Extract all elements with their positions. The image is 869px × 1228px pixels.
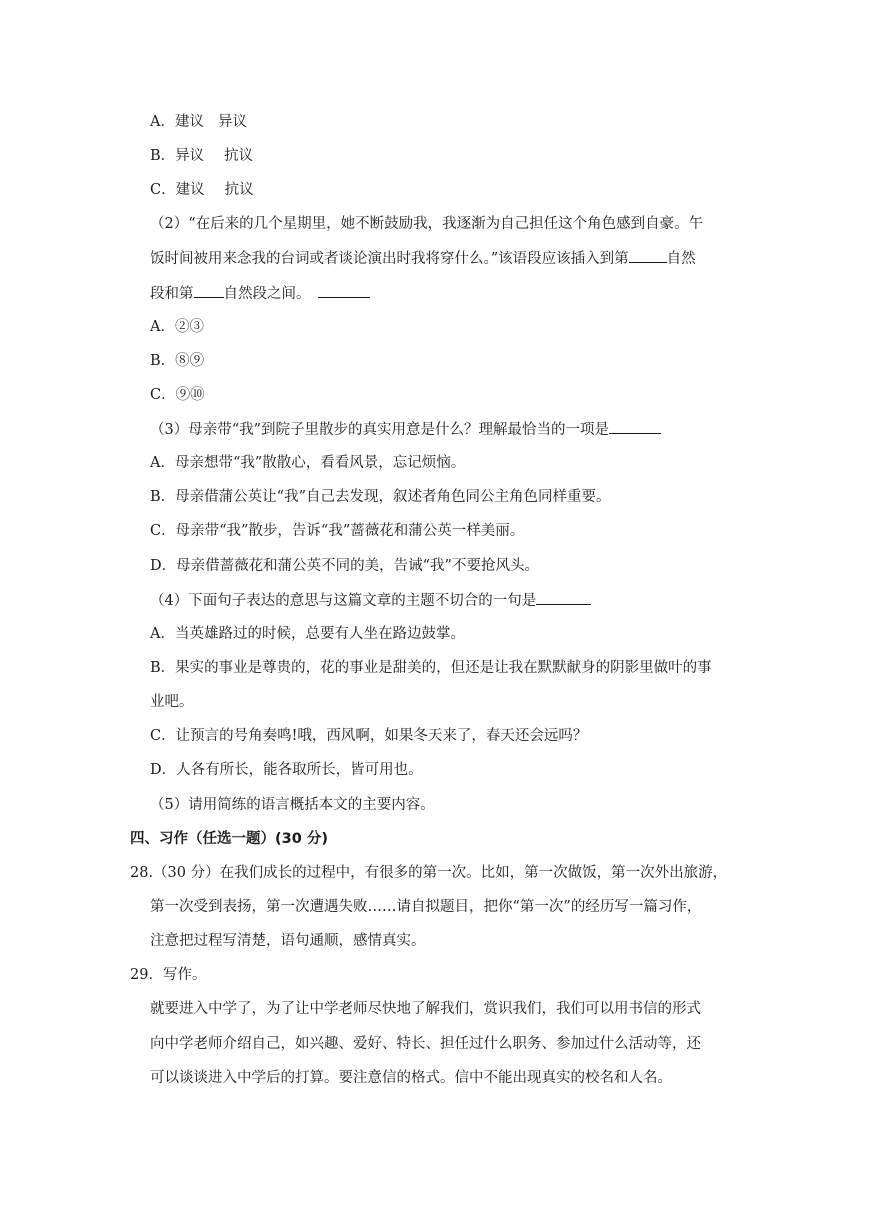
q1-option-a	[150, 111, 247, 133]
q4-option-a: A．当英雄路过的时候，总要有人坐在路边鼓掌。	[150, 626, 465, 642]
q1-option-b-label: B．异议	[150, 148, 205, 164]
q3-option-a: A．母亲想带“我”散散心，看看风景，忘记烦恼。	[150, 455, 466, 471]
q3-answer-blank[interactable]	[609, 418, 661, 434]
q1-option-c	[150, 179, 254, 201]
q4-option-d: D．人各有所长，能各取所长，皆可用也。	[150, 762, 423, 778]
q2-option-c: C．⑨⑩	[150, 387, 205, 403]
q4-answer-blank[interactable]	[536, 589, 591, 605]
q4-option-c: C．让预言的号角奏鸣!哦，西风啊，如果冬天来了，春天还会远吗？	[150, 728, 588, 744]
q1-option-c-text: 抗议	[224, 182, 254, 198]
q3-option-c: C．母亲带“我”散步，告诉“我”蔷薇花和蒲公英一样美丽。	[150, 523, 525, 539]
q28-line2: 第一次受到表扬，第一次遭遇失败……请自拟题目，把你“第一次”的经历写一篇习作，	[150, 899, 702, 915]
q2-stem-line3-tail: 自然段之间。	[223, 286, 311, 302]
q3-stem-text: （3）母亲带“我”到院子里散步的真实用意是什么？理解最恰当的一项是	[150, 422, 610, 438]
q4-stem-text: （4）下面句子表达的意思与这篇文章的主题不切合的一句是	[150, 593, 537, 609]
q29-line2: 向中学老师介绍自己，如兴趣、爱好、特长、担任过什么职务、参加过什么活动等，还	[150, 1036, 701, 1052]
section-4-heading: 四、习作（任选一题）(30 分)	[130, 831, 328, 847]
q4-option-b-line1: B．果实的事业是尊贵的，花的事业是甜美的，但还是让我在默默献身的阴影里做叶的事	[150, 660, 712, 676]
q1-option-b	[150, 145, 253, 167]
q29-line1: 就要进入中学了，为了让中学老师尽快地了解我们，赏识我们，我们可以用书信的形式	[150, 1001, 701, 1017]
q28-line1: 28.（30 分）在我们成长的过程中，有很多的第一次。比如，第一次做饭，第一次外出旅游，	[130, 865, 728, 881]
q3-option-b: B．母亲借蒲公英让“我”自己去发现，叙述者角色同公主角色同样重要。	[150, 489, 611, 505]
q1-option-a-text: 异议	[217, 114, 247, 130]
q4-option-b-line2: 业吧。	[150, 694, 194, 710]
q2-option-a: A．②③	[150, 319, 204, 335]
q3-option-d: D．母亲借蔷薇花和蒲公英不同的美，告诫“我”不要抢风头。	[150, 558, 539, 574]
q2-option-b: B．⑧⑨	[150, 353, 205, 369]
q2-stem-line2-text: 饭时间被用来念我的台词或者谈论演出时我将穿什么。”该语段应该插入到第	[150, 251, 629, 267]
q1-option-b-text: 抗议	[224, 148, 254, 164]
q1-option-a-label: A．建议	[150, 114, 204, 130]
q28-line3: 注意把过程写清楚，语句通顺，感情真实。	[150, 933, 426, 949]
q2-blank-1[interactable]	[629, 247, 667, 263]
q2-stem-line1: （2）“在后来的几个星期里，她不断鼓励我，我逐渐为自己担任这个角色感到自豪。午	[150, 216, 704, 232]
q4-stem	[150, 589, 591, 612]
q29-title: 29．写作。	[130, 967, 207, 983]
q2-blank-2[interactable]	[194, 282, 224, 298]
q2-stem-line2-tail: 自然	[666, 251, 696, 267]
q3-stem	[150, 418, 661, 441]
q5-stem: （5）请用简练的语言概括本文的主要内容。	[150, 797, 435, 813]
q1-option-c-label: C．建议	[150, 182, 205, 198]
q2-stem-line2	[150, 247, 696, 270]
q2-answer-blank[interactable]	[318, 282, 370, 298]
q2-stem-line3	[150, 282, 370, 305]
q2-stem-line3-text: 段和第	[150, 286, 194, 302]
q29-line3: 可以谈谈进入中学后的打算。要注意信的格式。信中不能出现真实的校名和人名。	[150, 1070, 672, 1086]
